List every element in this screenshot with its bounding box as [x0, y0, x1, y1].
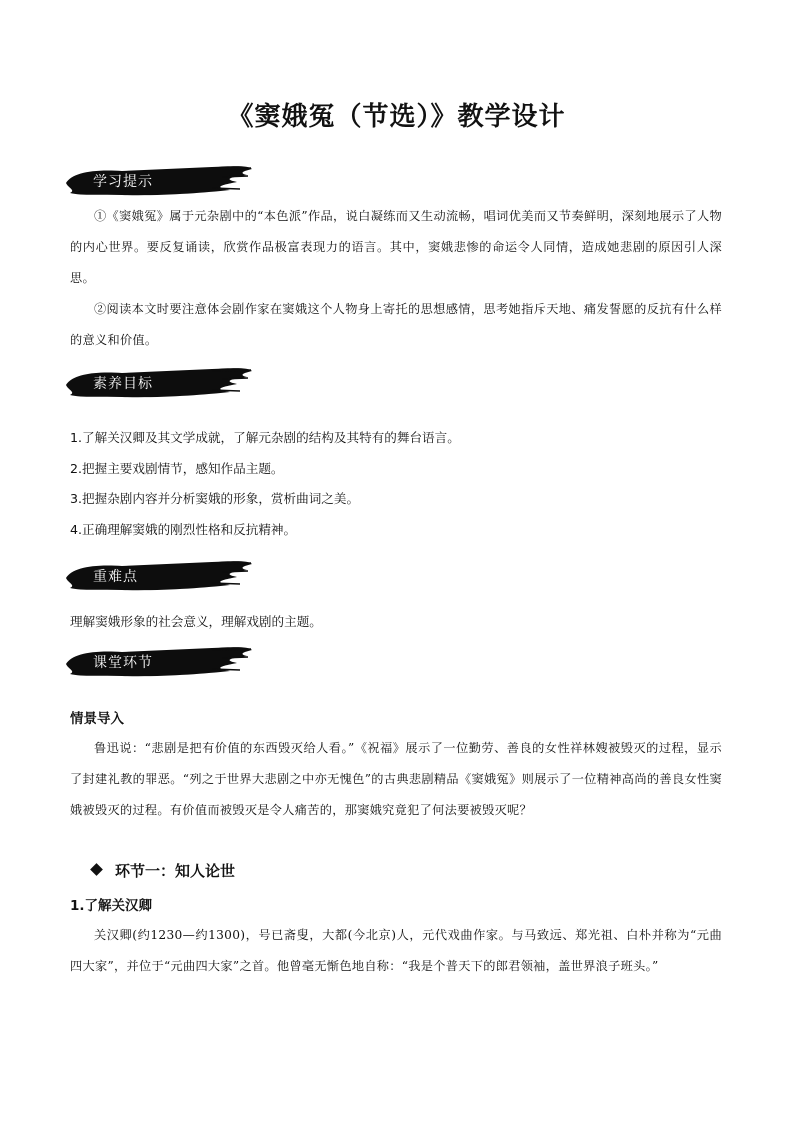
section-banner-goals: [62, 365, 254, 401]
section-label: 重难点: [93, 569, 138, 585]
page-title: 《窦娥冤（节选）》教学设计: [227, 102, 566, 132]
intro-paragraph: 鲁迅说：“悲剧是把有价值的东西毁灭给人看。”《祝福》展示了一位勤劳、善良的女性祥林嫂被毁灭的过程，显示了封建礼教的罪恶。“列之于世界大悲剧之中亦无愧色”的古典悲剧精品《窦娥冤》则展示了一位精神高尚的善良女性窦娥被毁灭的过程。有价值而被毁灭是令人痛苦的，那窦娥究竟犯了何法要被毁灭呢？: [70, 741, 722, 817]
ink-brush-stroke-icon: [62, 644, 254, 680]
ink-brush-stroke-icon: [62, 163, 254, 199]
goal-item-2: 2.把握主要戏剧情节，感知作品主题。: [70, 461, 284, 476]
ink-brush-stroke-icon: [62, 558, 254, 594]
goal-item-4: 4.正确理解窦娥的刚烈性格和反抗精神。: [70, 522, 297, 537]
goal-item-1: 1.了解关汉卿及其文学成就，了解元杂剧的结构及其特有的舞台语言。: [70, 430, 460, 445]
section-banner-tips: [62, 163, 254, 199]
intro-title: 情景导入: [70, 711, 124, 727]
author-paragraph: 关汉卿(约1230—约1300)，号已斋叟，大都(今北京)人，元代戏曲作家。与马致远、郑光祖、白朴并称为“元曲四大家”，并位于“元曲四大家”之首。他曾毫无惭色地自称：“我是个普天下的郎君领袖，盖世界浪子班头。”: [70, 928, 722, 973]
section-label: 学习提示: [93, 174, 153, 190]
link-one-heading: [92, 860, 235, 881]
link-one-title: 环节一：知人论世: [115, 862, 236, 880]
section-banner-key: [62, 558, 254, 594]
section-banner-class: [62, 644, 254, 680]
tips-paragraph-2: ②阅读本文时要注意体会剧作家在窦娥这个人物身上寄托的思想感情，思考她指斥天地、痛发誓愿的反抗有什么样的意义和价值。: [70, 302, 722, 347]
section-label: 素养目标: [93, 376, 153, 392]
section-label: 课堂环节: [93, 655, 153, 671]
tips-paragraph-1: ①《窦娥冤》属于元杂剧中的“本色派”作品，说白凝练而又生动流畅，唱词优美而又节奏鲜明，深刻地展示了人物的内心世界。要反复诵读，欣赏作品极富表现力的语言。其中，窦娥悲惨的命运令人同情，造成她悲剧的原因引人深思。: [70, 209, 722, 285]
ink-brush-stroke-icon: [62, 365, 254, 401]
diamond-bullet-icon: [90, 863, 103, 876]
sub-heading-1: 1.了解关汉卿: [70, 898, 153, 914]
goal-item-3: 3.把握杂剧内容并分析窦娥的形象，赏析曲词之美。: [70, 491, 360, 506]
key-point-text: 理解窦娥形象的社会意义，理解戏剧的主题。: [70, 614, 322, 629]
